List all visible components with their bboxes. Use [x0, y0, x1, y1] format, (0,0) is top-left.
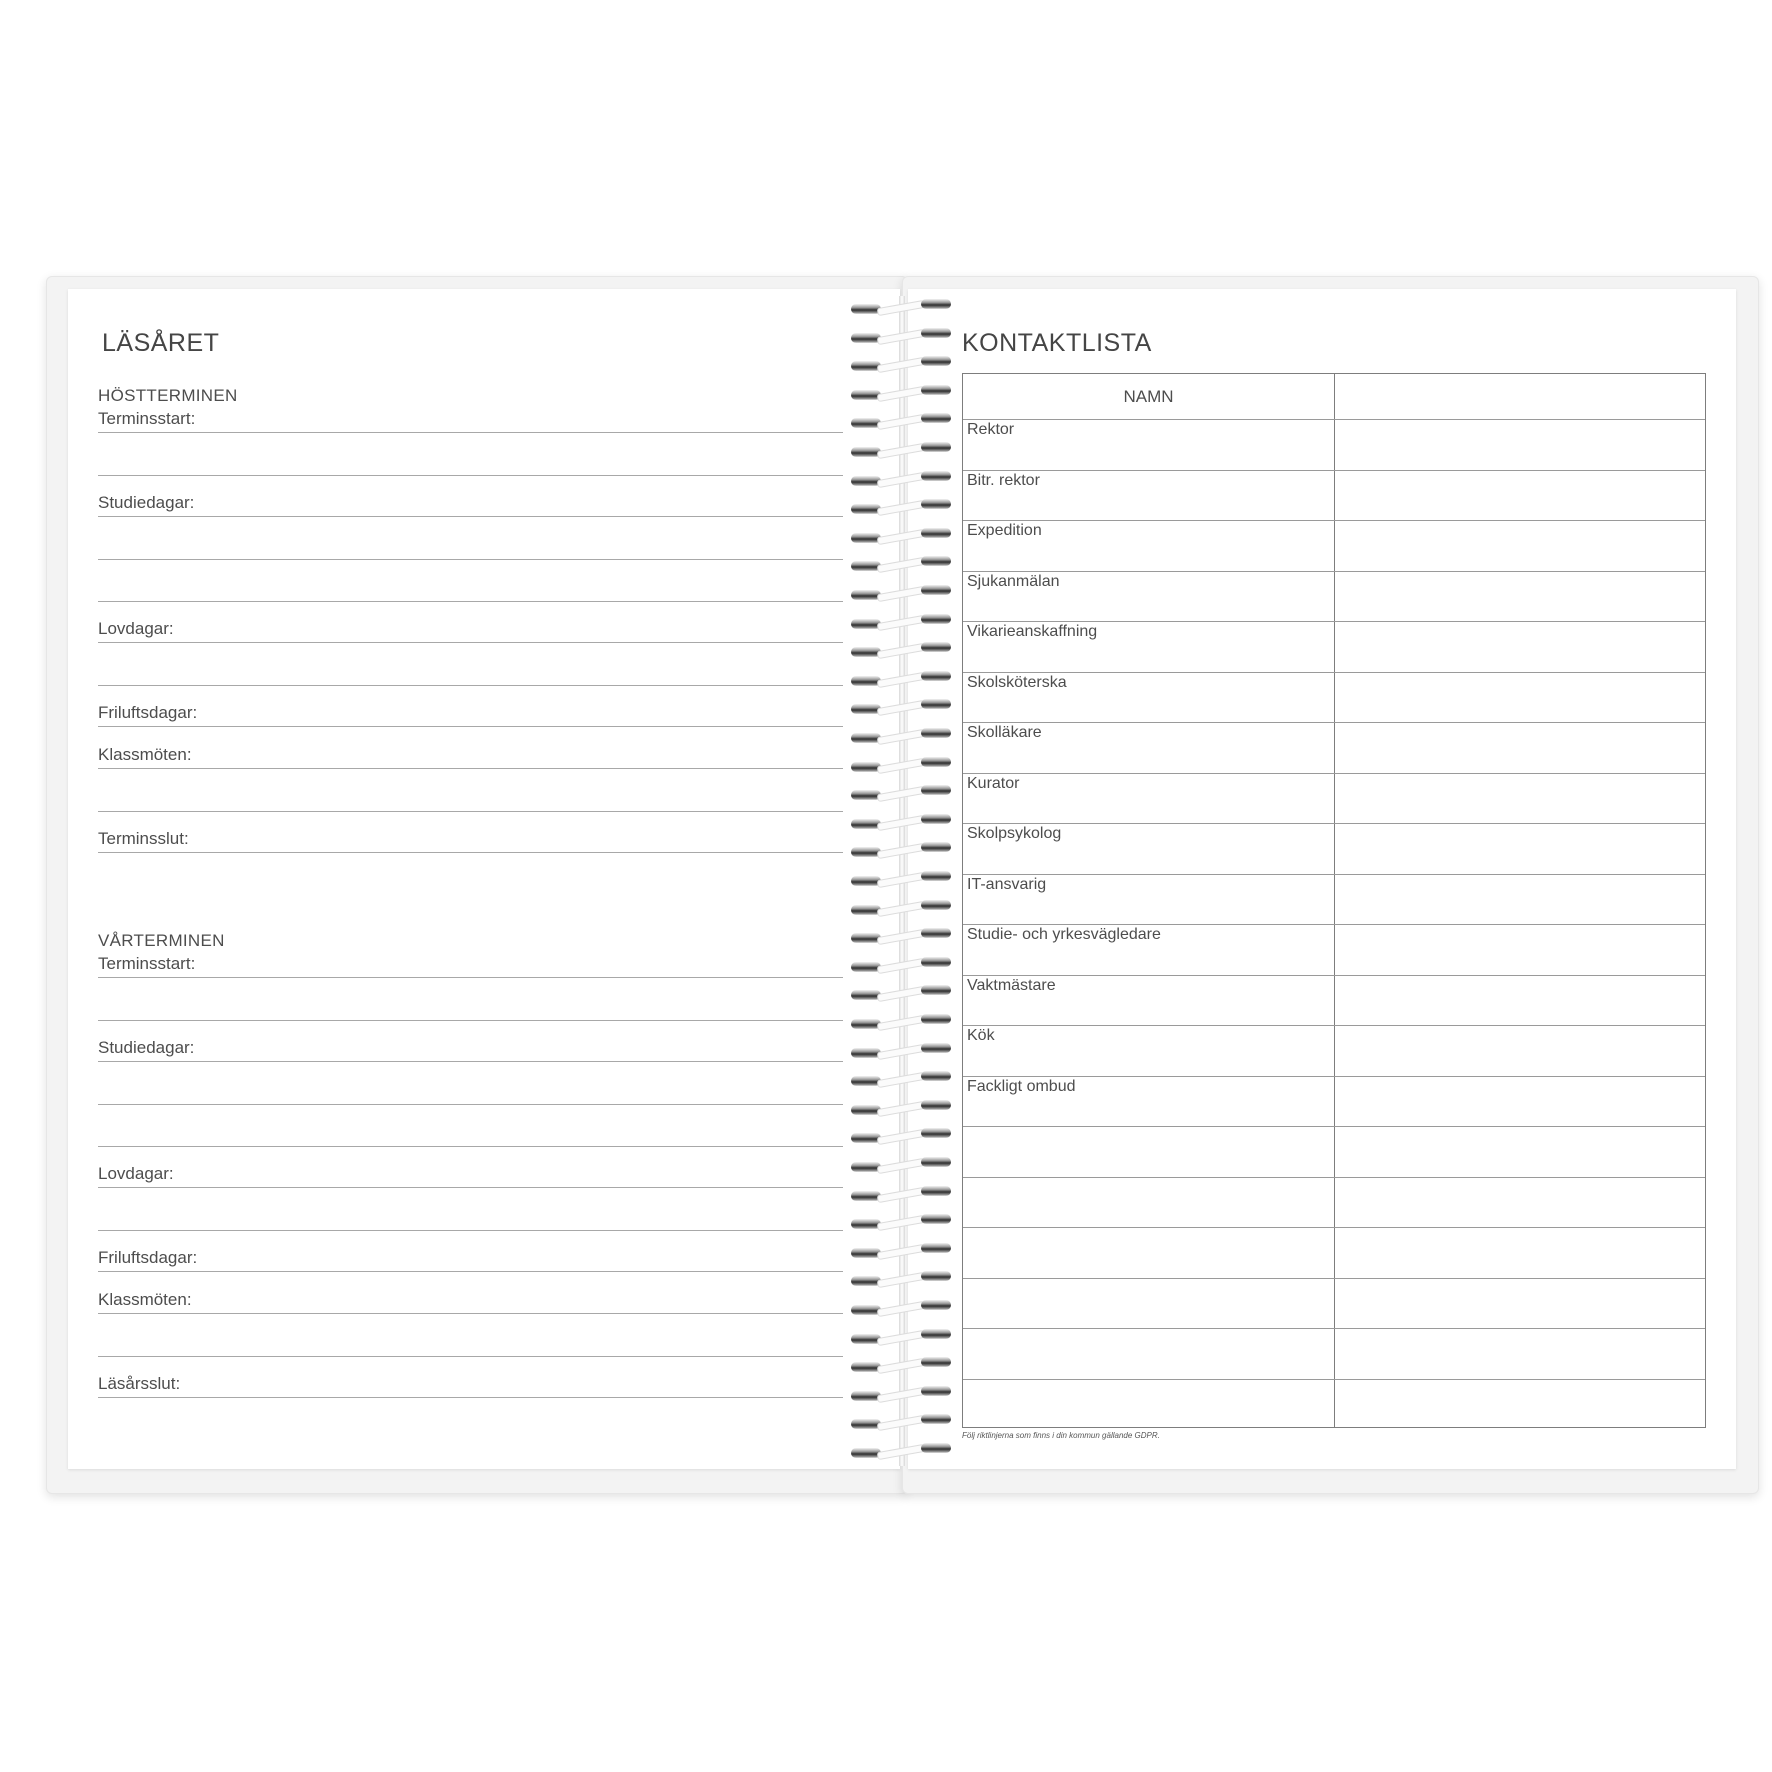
- spiral-coil: [845, 1105, 955, 1119]
- contact-row[interactable]: [963, 1227, 1705, 1278]
- spring-outdoor-days-field[interactable]: [98, 1246, 843, 1272]
- write-line[interactable]: [98, 685, 843, 686]
- contact-row[interactable]: [963, 874, 1705, 925]
- contact-row-label: Skolpsykolog: [967, 825, 1062, 842]
- spiral-coil: [845, 447, 955, 461]
- year-end-label: Läsårsslut:: [98, 1374, 190, 1394]
- contact-row[interactable]: [963, 823, 1705, 874]
- spiral-coil: [845, 905, 955, 919]
- autumn-study-days-label: Studiedagar:: [98, 493, 204, 513]
- contact-row-label: IT-ansvarig: [967, 875, 1047, 893]
- spiral-coil: [845, 762, 955, 776]
- page-lasaret: [68, 289, 900, 1469]
- spring-class-meetings-field[interactable]: [98, 1288, 843, 1314]
- spiral-coil: [845, 704, 955, 718]
- spring-holidays-label: Lovdagar:: [98, 1164, 184, 1184]
- contact-row[interactable]: [963, 571, 1705, 622]
- spiral-coil: [845, 1305, 955, 1319]
- contact-row[interactable]: [963, 520, 1705, 571]
- spiral-coil: [845, 1048, 955, 1062]
- spring-outdoor-days-label: Friluftsdagar:: [98, 1248, 207, 1268]
- spiral-coil: [845, 418, 955, 432]
- contact-row[interactable]: [963, 924, 1705, 975]
- spiral-coil: [845, 1191, 955, 1205]
- contact-row[interactable]: [963, 1379, 1705, 1430]
- contact-row-label: Sjukanmälan: [967, 572, 1060, 590]
- spiral-coil: [845, 1391, 955, 1405]
- spiral-coil: [845, 647, 955, 661]
- write-line[interactable]: [98, 1230, 843, 1231]
- spring-study-days-field[interactable]: [98, 1036, 843, 1062]
- contact-row-label: Kök: [967, 1027, 995, 1044]
- spiral-coil: [845, 876, 955, 890]
- write-line[interactable]: [98, 1020, 843, 1021]
- year-end-field[interactable]: [98, 1372, 843, 1398]
- contact-row-label: Studie- och yrkesvägledare: [967, 926, 1161, 943]
- spiral-coil: [845, 1419, 955, 1433]
- spiral-coil: [845, 619, 955, 633]
- contact-row[interactable]: [963, 621, 1705, 672]
- autumn-study-days-field[interactable]: [98, 491, 843, 517]
- spiral-coil: [845, 390, 955, 404]
- contact-row-label: Skolsköterska: [967, 673, 1067, 691]
- spiral-coil: [845, 1133, 955, 1147]
- contact-row[interactable]: [963, 419, 1705, 470]
- spiral-coil: [845, 361, 955, 375]
- spiral-coil: [845, 847, 955, 861]
- spring-start-field[interactable]: [98, 952, 843, 978]
- column-header-namn: NAMN: [1123, 387, 1174, 406]
- contact-row-label: Vaktmästare: [967, 976, 1056, 994]
- contact-table: [962, 373, 1706, 1428]
- spiral-coil: [845, 990, 955, 1004]
- autumn-start-field[interactable]: [98, 407, 843, 433]
- spiral-coil: [845, 1334, 955, 1348]
- spiral-coil: [845, 476, 955, 490]
- contact-row-label: Skolläkare: [967, 724, 1042, 741]
- contact-row-label: Rektor: [967, 421, 1015, 438]
- autumn-holidays-field[interactable]: [98, 617, 843, 643]
- page-title: LÄSÅRET: [102, 329, 220, 357]
- spiral-coil: [845, 504, 955, 518]
- contact-row[interactable]: [963, 1177, 1705, 1228]
- spiral-binding: [845, 296, 955, 1466]
- write-line[interactable]: [98, 601, 843, 602]
- spring-class-meetings-label: Klassmöten:: [98, 1290, 202, 1310]
- contact-row[interactable]: [963, 1328, 1705, 1379]
- write-line[interactable]: [98, 1104, 843, 1105]
- contact-row-label: Kurator: [967, 774, 1020, 792]
- write-line[interactable]: [98, 1356, 843, 1357]
- contact-row[interactable]: [963, 1025, 1705, 1076]
- autumn-class-meetings-field[interactable]: [98, 743, 843, 769]
- spiral-coil: [845, 1362, 955, 1376]
- write-line[interactable]: [98, 1146, 843, 1147]
- spring-holidays-field[interactable]: [98, 1162, 843, 1188]
- autumn-start-label: Terminsstart:: [98, 409, 205, 429]
- spiral-coil: [845, 1076, 955, 1090]
- spiral-coil: [845, 1019, 955, 1033]
- contact-row-label: Fackligt ombud: [967, 1077, 1076, 1095]
- spiral-coil: [845, 819, 955, 833]
- contact-row[interactable]: [963, 672, 1705, 723]
- autumn-holidays-label: Lovdagar:: [98, 619, 184, 639]
- spiral-coil: [845, 962, 955, 976]
- spiral-coil: [845, 733, 955, 747]
- contact-row-label: Bitr. rektor: [967, 471, 1040, 489]
- spring-term-heading: VÅRTERMINEN: [98, 931, 225, 950]
- spring-study-days-label: Studiedagar:: [98, 1038, 204, 1058]
- autumn-outdoor-days-field[interactable]: [98, 701, 843, 727]
- contact-row[interactable]: [963, 975, 1705, 1026]
- autumn-end-label: Terminsslut:: [98, 829, 199, 849]
- spiral-coil: [845, 933, 955, 947]
- autumn-end-field[interactable]: [98, 827, 843, 853]
- spring-start-label: Terminsstart:: [98, 954, 205, 974]
- page-title: KONTAKTLISTA: [962, 329, 1152, 357]
- write-line[interactable]: [98, 811, 843, 812]
- contact-row[interactable]: [963, 1076, 1705, 1127]
- spiral-coil: [845, 561, 955, 575]
- spiral-coil: [845, 304, 955, 318]
- contact-row[interactable]: [963, 1278, 1705, 1329]
- spiral-coil: [845, 790, 955, 804]
- contact-row-label: Expedition: [967, 522, 1042, 539]
- spiral-coil: [845, 1448, 955, 1462]
- gdpr-footnote: Följ riktlinjerna som finns i din kommun gällande GDPR.: [962, 1431, 1160, 1440]
- spiral-coil: [845, 533, 955, 547]
- contact-row-label: Vikarieanskaffning: [967, 623, 1098, 640]
- contact-row[interactable]: [963, 773, 1705, 824]
- spiral-coil: [845, 676, 955, 690]
- spiral-coil: [845, 1248, 955, 1262]
- autumn-outdoor-days-label: Friluftsdagar:: [98, 703, 207, 723]
- autumn-term-heading: HÖSTTERMINEN: [98, 386, 238, 405]
- spiral-coil: [845, 333, 955, 347]
- spiral-coil: [845, 1276, 955, 1290]
- page-kontaktlista: [908, 289, 1736, 1469]
- autumn-class-meetings-label: Klassmöten:: [98, 745, 202, 765]
- write-line[interactable]: [98, 475, 843, 476]
- spiral-coil: [845, 1162, 955, 1176]
- contact-row[interactable]: [963, 722, 1705, 773]
- contact-row[interactable]: [963, 470, 1705, 521]
- spiral-coil: [845, 590, 955, 604]
- spiral-coil: [845, 1219, 955, 1233]
- contact-row[interactable]: [963, 1126, 1705, 1177]
- write-line[interactable]: [98, 559, 843, 560]
